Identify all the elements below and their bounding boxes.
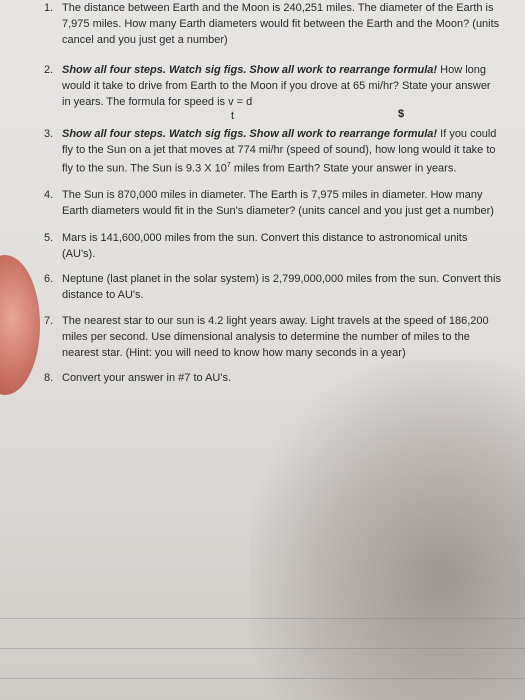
problem-7: [44, 313, 502, 361]
problem-number: 8.: [44, 372, 54, 384]
problem-number: 7.: [44, 315, 54, 327]
fraction-denominator: t: [231, 110, 235, 122]
exponent: 7: [226, 162, 231, 169]
notebook-line: [0, 648, 525, 649]
problem-text: Neptune (last planet in the solar system) is 2,799,000,000 miles from the sun. Convert this distance to AU's.: [62, 273, 501, 301]
question-text-end: miles from Earth? State your answer in years.: [230, 162, 457, 175]
shadow: [250, 360, 525, 700]
problem-1: [44, 0, 502, 48]
problem-8: [44, 370, 502, 386]
finger: [0, 255, 40, 395]
problem-text: The distance between Earth and the Moon is 240,251 miles. The diameter of the Earth is 7,975 miles. How many Earth diameters would fit between the Earth and the Moon? (units cancel and you just get a number): [62, 2, 500, 46]
problem-text: [62, 126, 502, 177]
problem-number: 6.: [44, 273, 54, 285]
notebook-line: [0, 618, 525, 619]
problem-number: 4.: [44, 189, 54, 201]
problem-text: Mars is 141,600,000 miles from the sun. Convert this distance to astronomical units (AU's).: [62, 232, 468, 260]
problem-2: [44, 62, 502, 122]
problem-number: 2.: [44, 64, 54, 76]
problem-5: [44, 230, 502, 262]
problem-text: The nearest star to our sun is 4.2 light years away. Light travels at the speed of 186,200 miles per second. Use dimensional analysis to determine the number of miles to the nearest star. (Hint: you will need to know how many seconds in a year): [62, 315, 489, 359]
problem-number: 3.: [44, 128, 54, 140]
problem-4: [44, 187, 502, 219]
notebook-line: [0, 678, 525, 679]
question-text: If you could fly to the Sun on a jet that moves at 774 mi/hr (speed of sound), how long would it take to fly to the sun. The Sun is 9.3 X 10: [62, 128, 497, 175]
margin-mark: $: [398, 108, 405, 120]
problem-3: [44, 126, 502, 177]
problem-number: 5.: [44, 232, 54, 244]
question-text: How long would it take to drive from Earth to the Moon if you drove at 65 mi/hr? State your answer in years. The formula for speed is v = d: [62, 64, 491, 108]
problem-number: 1.: [44, 2, 54, 14]
problem-text: Convert your answer in #7 to AU's.: [62, 372, 232, 384]
instruction-text: Show all four steps. Watch sig figs. Show all work to rearrange formula!: [62, 128, 438, 140]
problem-text: [62, 62, 502, 110]
problem-text: The Sun is 870,000 miles in diameter. The Earth is 7,975 miles in diameter. How many Earth diameters would fit in the Sun's diameter? (units cancel and you just get a number): [62, 189, 494, 217]
instruction-text: Show all four steps. Watch sig figs. Show all work to rearrange formula!: [62, 64, 438, 76]
problem-6: [44, 271, 502, 303]
